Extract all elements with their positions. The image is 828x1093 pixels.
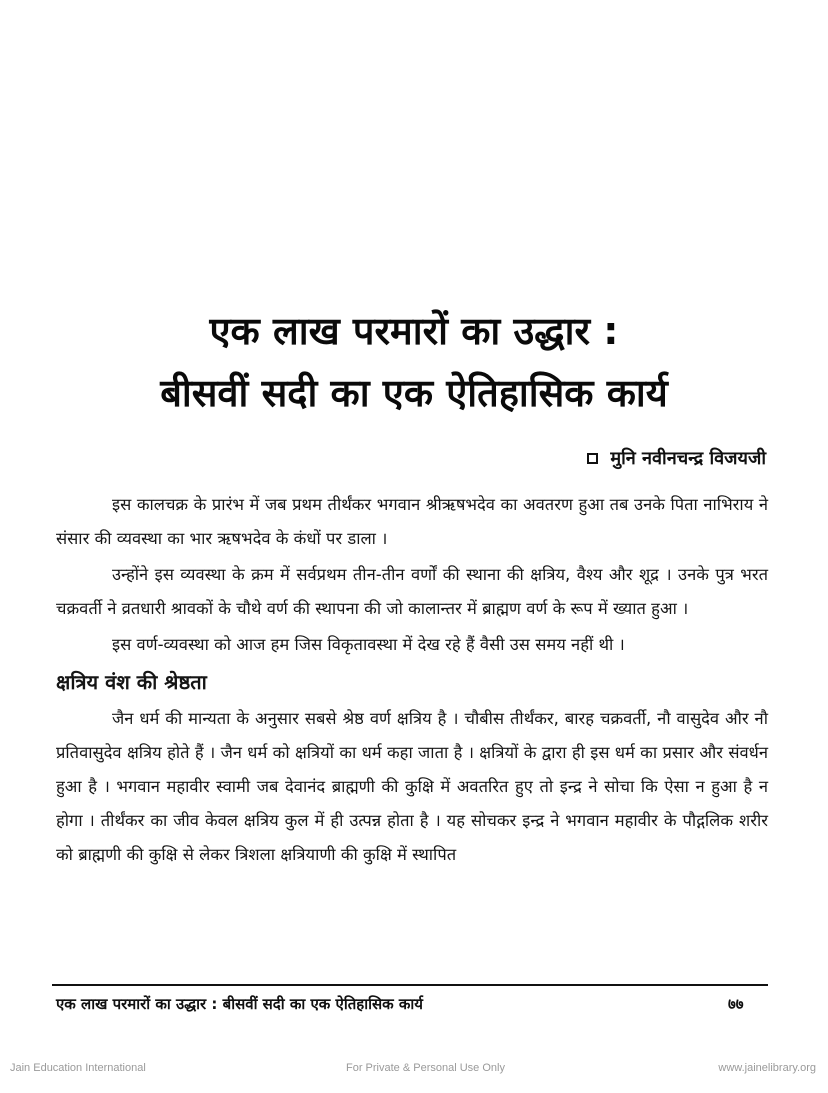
section-paragraph-1: जैन धर्म की मान्यता के अनुसार सबसे श्रेष्ठ वर्ण क्षत्रिय है । चौबीस तीर्थंकर, बारह चक्रवर्ती, नौ वासुदेव और नौ प्रतिवासुदेव क्षत्रिय होते हैं । जैन धर्म को क्षत्रियों का धर्म कहा जाता है । क्षत्रियों के द्वारा ही इस धर्म का प्रसार और संवर्धन हुआ है । भगवान महावीर स्वामी जब देवानंद ब्राह्मणी की कुक्षि में अवतरित हुए तो इन्द्र ने सोचा कि ऐसा न हुआ है न होगा । तीर्थंकर का जीव केवल क्षत्रिय कुल में ही उत्पन्न होता है । यह सोचकर इन्द्र ने भगवान महावीर के पौद्गलिक शरीर को ब्राह्मणी की कुक्षि से लेकर त्रिशला क्षत्रियाणी की कुक्षि में स्थापित [56,709,768,864]
watermark-website: www.jainelibrary.org [718,1062,816,1074]
title-line-1: एक लाख परमारों का उद्धार : [209,309,619,353]
watermark-publisher: Jain Education International [10,1062,146,1074]
section-heading: क्षत्रिय वंश की श्रेष्ठता [56,670,207,694]
title-line-2: बीसवीं सदी का एक ऐतिहासिक कार्य [160,371,668,415]
square-bullet-icon [587,453,598,464]
author-byline [587,446,766,470]
paragraph-1: इस कालचक्र के प्रारंभ में जब प्रथम तीर्थंकर भगवान श्रीऋषभदेव का अवतरण हुआ तब उनके पिता नाभिराय ने संसार की व्यवस्था का भार ऋषभदेव के कंधों पर डाला । [56,495,768,548]
page-number: ७७ [728,995,744,1013]
author-name: मुनि नवीनचन्द्र विजयजी [610,448,766,469]
article-title [0,300,828,424]
article-body [56,488,768,872]
footer-divider [52,984,768,986]
paragraph-2: उन्होंने इस व्यवस्था के क्रम में सर्वप्रथम तीन-तीन वर्णों की स्थाना की क्षत्रिय, वैश्य और शूद्र । उनके पुत्र भरत चक्रवर्ती ने व्रतधारी श्रावकों के चौथे वर्ण की स्थापना की जो कालान्तर में ब्राह्मण वर्ण के रूप में ख्यात हुआ । [56,565,768,618]
running-footer-title: एक लाख परमारों का उद्धार : बीसवीं सदी का एक ऐतिहासिक कार्य [56,995,423,1013]
paragraph-3: इस वर्ण-व्यवस्था को आज हम जिस विकृतावस्था में देख रहे हैं वैसी उस समय नहीं थी । [112,635,625,654]
watermark-usage-notice: For Private & Personal Use Only [346,1062,505,1074]
